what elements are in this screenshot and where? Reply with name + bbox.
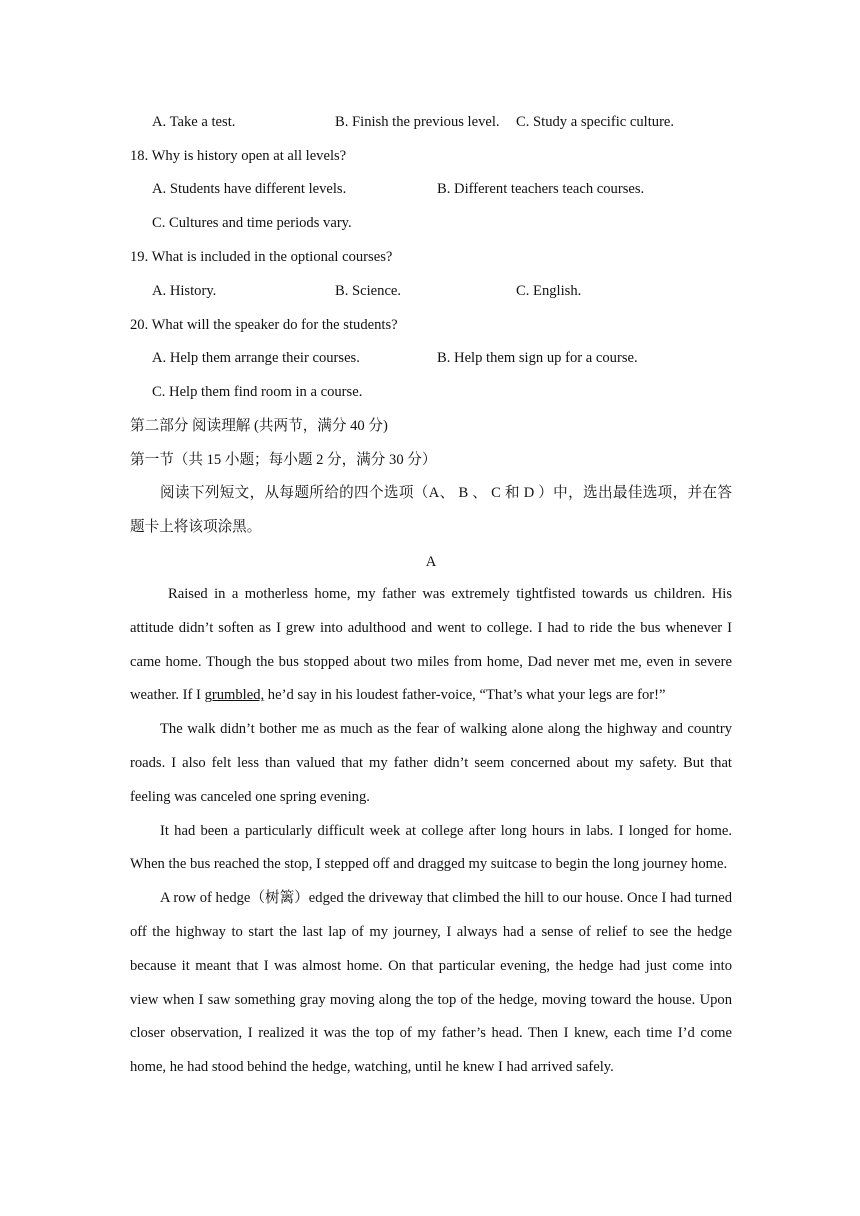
passage-paragraph-1 bbox=[130, 578, 732, 713]
q18-option-a: A. Students have different levels. bbox=[152, 181, 347, 197]
q17-option-a: A. Take a test. bbox=[152, 114, 236, 130]
q18-option-c: C. Cultures and time periods vary. bbox=[152, 215, 352, 231]
passage-label: A bbox=[425, 554, 437, 570]
q20-option-b: B. Help them sign up for a course. bbox=[437, 350, 638, 366]
q17-option-c: C. Study a specific culture. bbox=[516, 114, 675, 130]
part2-title: 第二部分 阅读理解 (共两节，满分 40 分) bbox=[130, 418, 388, 434]
passage-p1-text-a: Raised in a motherless home, my father was extremely tightfisted towards us children. His attitude didn’t soften as I grew into adulthood and went to college. I had to ride the bus whenever I came home. Though the bus stopped about two miles from home, Dad never met me, even in severe weather. If I bbox=[130, 586, 732, 704]
q19-option-c: C. English. bbox=[516, 283, 582, 299]
passage-paragraph-3: It had been a particularly difficult week at college after long hours in labs. I longed for home. When the bus reached the stop, I stepped off and dragged my suitcase to begin the long journey home. bbox=[130, 822, 732, 873]
q18-stem: 18. Why is history open at all levels? bbox=[130, 148, 347, 164]
q17-option-b: B. Finish the previous level. bbox=[335, 114, 500, 130]
q19-stem: 19. What is included in the optional courses? bbox=[130, 249, 393, 265]
q20-option-c: C. Help them find room in a course. bbox=[152, 384, 363, 400]
passage-p1-text-b: he’d say in his loudest father-voice, “That’s what your legs are for!” bbox=[264, 687, 666, 704]
q20-option-a: A. Help them arrange their courses. bbox=[152, 350, 360, 366]
q19-option-b: B. Science. bbox=[335, 283, 402, 299]
passage-body bbox=[130, 578, 732, 1085]
instruction-paragraph: 阅读下列短文，从每题所给的四个选项（A、 B 、 C 和 D ）中，选出最佳选项，并在答题卡上将该项涂黑。 bbox=[130, 485, 732, 535]
instruction-text bbox=[130, 476, 732, 544]
underlined-word: grumbled, bbox=[204, 687, 265, 704]
q19-option-a: A. History. bbox=[152, 283, 217, 299]
section1-title: 第一节（共 15 小题；每小题 2 分，满分 30 分） bbox=[130, 452, 437, 468]
passage-paragraph-4: A row of hedge（树篱）edged the driveway that climbed the hill to our house. Once I had turned off the highway to start the last lap of my journey, I always had a sense of relief to see the hedge because it meant that I was almost home. On that particular evening, the hedge had just come into view when I saw something gray moving along the top of the hedge, moving toward the house. Upon closer observation, I realized it was the top of my father’s head. Then I knew, each time I’d come home, he had stood behind the hedge, watching, until he knew I had arrived safely. bbox=[130, 890, 732, 1076]
q20-stem: 20. What will the speaker do for the students? bbox=[130, 317, 398, 333]
q18-option-b: B. Different teachers teach courses. bbox=[437, 181, 645, 197]
passage-paragraph-2: The walk didn’t bother me as much as the fear of walking alone along the highway and country roads. I also felt less than valued that my father didn’t seem concerned about my safety. But that feeling was canceled one spring evening. bbox=[130, 721, 732, 805]
